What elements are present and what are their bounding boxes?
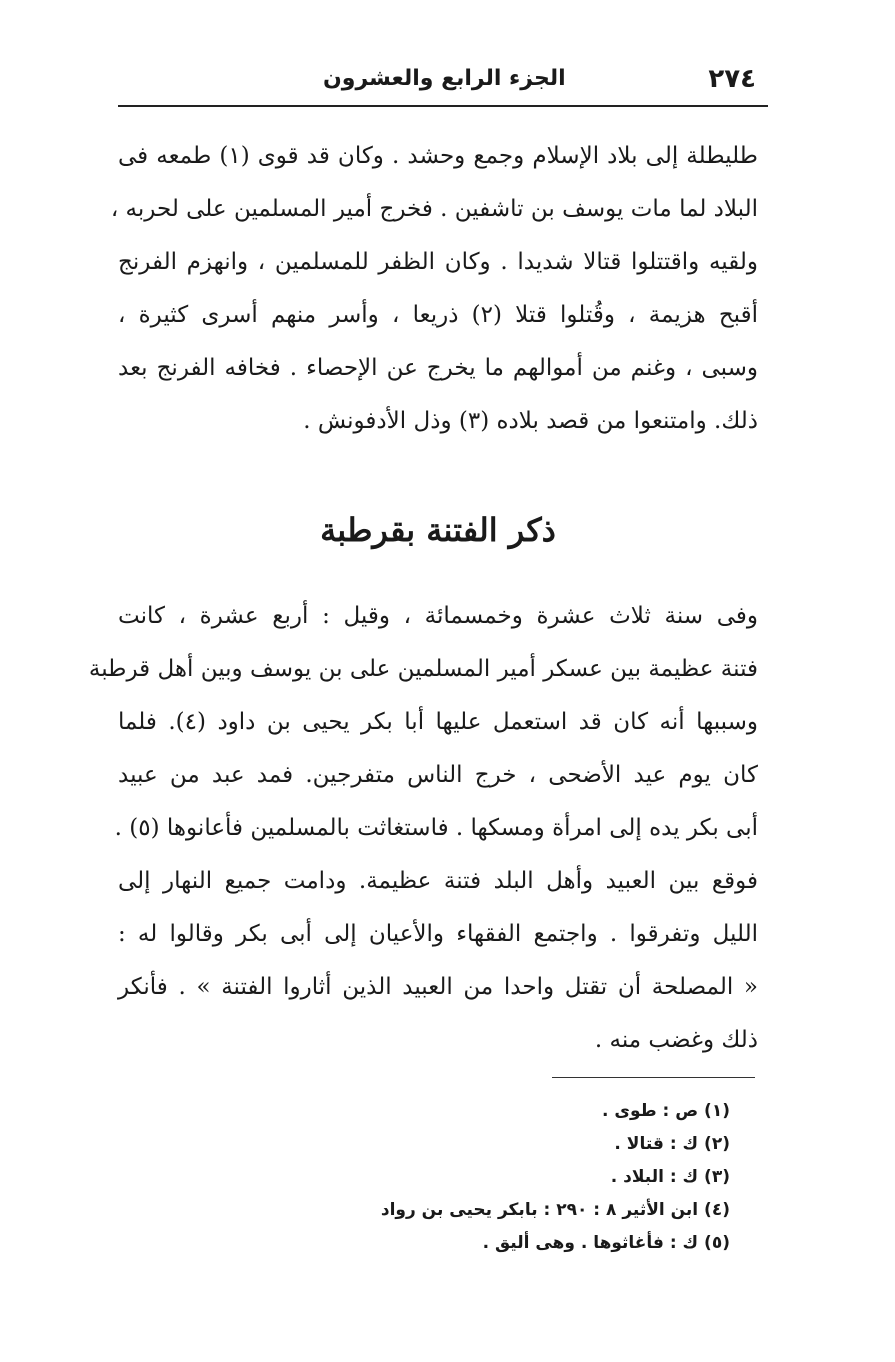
paragraph-continued xyxy=(110,130,759,448)
footnote-rule xyxy=(552,1077,755,1078)
header-rule xyxy=(118,105,768,107)
page-header xyxy=(118,58,756,102)
text-line: « المصلحة أن تقتل واحدا من العبيد الذين أثاروا الفتنة » . فأنكر xyxy=(118,974,758,1000)
section-title: ذكر الفتنة بقرطبة xyxy=(320,511,556,549)
text-line: ولقيه واقتتلوا قتالا شديدا . وكان الظفر للمسلمين ، وانهزم الفرنج xyxy=(118,249,758,275)
text-line: الليل وتفرقوا . واجتمع الفقهاء والأعيان إلى أبى بكر وقالوا له : xyxy=(118,921,758,947)
paragraph-section xyxy=(88,590,758,1067)
text-line: أقبح هزيمة ، وقُتلوا قتلا (٢) ذريعا ، وأسر منهم أسرى كثيرة ، xyxy=(118,302,759,328)
text-line: ذلك. وامتنعوا من قصد بلاده (٣) وذل الأدفونش . xyxy=(303,408,758,434)
footnotes xyxy=(300,1095,730,1260)
text-line: وفى سنة ثلاث عشرة وخمسمائة ، وقيل : أربع عشرة ، كانت xyxy=(118,603,758,629)
footnote: (٢) ك : قتالا . xyxy=(614,1134,730,1154)
text-line: كان يوم عيد الأضحى ، خرج الناس متفرجين. فمد عبد من عبيد xyxy=(118,762,758,788)
text-line: ذلك وغضب منه . xyxy=(594,1027,758,1053)
footnote: (٤) ابن الأثير ٨ : ٢٩٠ : بابكر يحيى بن رواد xyxy=(380,1200,730,1220)
text-line: فتنة عظيمة بين عسكر أمير المسلمين على بن يوسف وبين أهل قرطبة xyxy=(88,656,758,682)
running-title: الجزء الرابع والعشرون xyxy=(323,66,566,91)
text-line: طليطلة إلى بلاد الإسلام وجمع وحشد . وكان قد قوى (١) طمعه فى xyxy=(118,143,758,169)
footnote: (١) ص : طوى . xyxy=(602,1101,730,1121)
footnote: (٥) ك : فأغاثوها . وهى أليق . xyxy=(482,1233,730,1253)
text-line: فوقع بين العبيد وأهل البلد فتنة عظيمة. ودامت جميع النهار إلى xyxy=(118,868,758,894)
page-number: ٢٧٤ xyxy=(708,64,756,94)
text-line: أبى بكر يده إلى امرأة ومسكها . فاستغاثت بالمسلمين فأعانوها (٥) . xyxy=(114,815,758,841)
footnote: (٣) ك : البلاد . xyxy=(610,1167,730,1187)
text-line: وسببها أنه كان قد استعمل عليها أبا بكر يحيى بن داود (٤). فلما xyxy=(118,709,758,735)
text-line: وسبى ، وغنم من أموالهم ما يخرج عن الإحصاء . فخافه الفرنج بعد xyxy=(118,355,758,381)
text-line: البلاد لما مات يوسف بن تاشفين . فخرج أمير المسلمين على لحربه ، xyxy=(110,196,758,222)
